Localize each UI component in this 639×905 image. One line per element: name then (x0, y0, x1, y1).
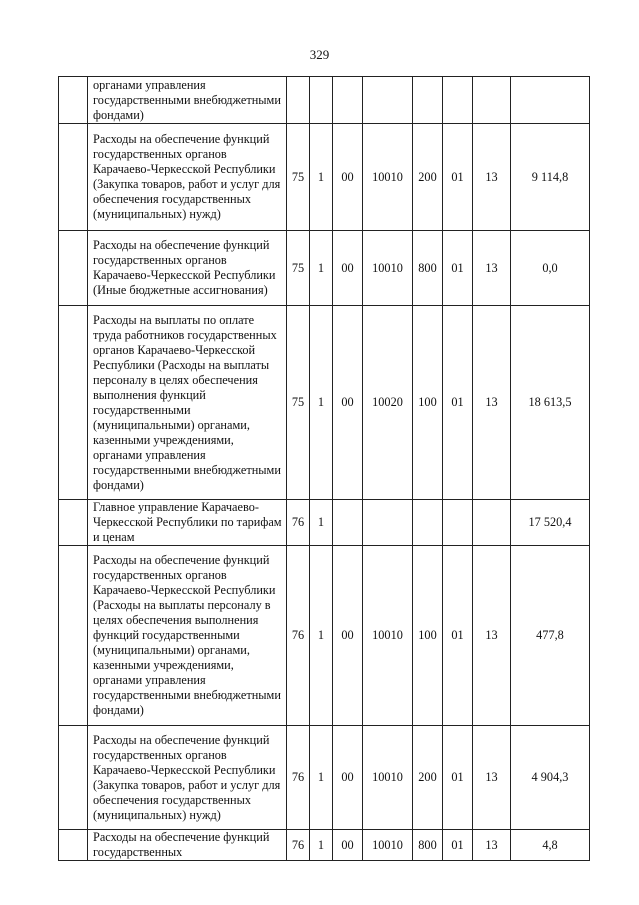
row-margin-cell (59, 546, 88, 726)
row-amount: 4 904,3 (511, 726, 590, 830)
row-code-c7: 13 (473, 830, 511, 861)
page-number: 329 (309, 47, 330, 62)
row-code-c2: 1 (310, 830, 333, 861)
row-code-c2: 1 (310, 726, 333, 830)
row-amount (511, 77, 590, 124)
table-row (59, 830, 590, 861)
row-margin-cell (59, 124, 88, 231)
row-amount: 17 520,4 (511, 500, 590, 546)
row-code-c3: 00 (333, 726, 363, 830)
row-code-c1: 75 (287, 231, 310, 306)
row-code-c6: 01 (443, 124, 473, 231)
row-code-c5 (413, 77, 443, 124)
row-description: Расходы на выплаты по оплате труда работников государственных органов Карачаево-Черкесской Республики (Расходы на выплаты персоналу в целях обеспечения выполнения функций государственными (муниципальными) органами, казенными учреждениями, органами управления государственными внебюджетными фондами) (88, 306, 287, 500)
row-margin-cell (59, 500, 88, 546)
table-body (59, 77, 590, 861)
row-code-c1: 76 (287, 830, 310, 861)
row-code-c2: 1 (310, 231, 333, 306)
row-code-c6: 01 (443, 546, 473, 726)
row-margin-cell (59, 231, 88, 306)
row-code-c7: 13 (473, 726, 511, 830)
row-code-c4 (363, 77, 413, 124)
row-code-c7 (473, 500, 511, 546)
row-code-c3: 00 (333, 830, 363, 861)
row-code-c7: 13 (473, 231, 511, 306)
table-row (59, 500, 590, 546)
row-code-c4: 10010 (363, 124, 413, 231)
row-code-c1: 75 (287, 124, 310, 231)
row-description: Главное управление Карачаево-Черкесской Республики по тарифам и ценам (88, 500, 287, 546)
row-description: органами управления государственными внебюджетными фондами) (88, 77, 287, 124)
row-code-c5: 800 (413, 830, 443, 861)
row-code-c4: 10010 (363, 546, 413, 726)
row-code-c5: 200 (413, 124, 443, 231)
row-amount: 9 114,8 (511, 124, 590, 231)
row-code-c2 (310, 77, 333, 124)
row-code-c1: 76 (287, 726, 310, 830)
row-amount: 4,8 (511, 830, 590, 861)
row-code-c7 (473, 77, 511, 124)
table-row (59, 124, 590, 231)
row-code-c6 (443, 77, 473, 124)
row-code-c5: 100 (413, 306, 443, 500)
row-code-c1: 76 (287, 546, 310, 726)
row-margin-cell (59, 77, 88, 124)
row-code-c3: 00 (333, 546, 363, 726)
row-code-c2: 1 (310, 306, 333, 500)
table-row (59, 77, 590, 124)
row-code-c5: 100 (413, 546, 443, 726)
row-code-c2: 1 (310, 124, 333, 231)
row-code-c7: 13 (473, 124, 511, 231)
row-code-c3: 00 (333, 306, 363, 500)
row-amount: 0,0 (511, 231, 590, 306)
row-code-c5: 200 (413, 726, 443, 830)
row-code-c2: 1 (310, 500, 333, 546)
row-description: Расходы на обеспечение функций государственных (88, 830, 287, 861)
budget-table (58, 76, 590, 861)
row-code-c6 (443, 500, 473, 546)
row-code-c4: 10010 (363, 830, 413, 861)
row-description: Расходы на обеспечение функций государственных органов Карачаево-Черкесской Республики (Закупка товаров, работ и услуг для обеспечения государственных (муниципальных) нужд) (88, 124, 287, 231)
table-row (59, 306, 590, 500)
row-code-c7: 13 (473, 546, 511, 726)
row-code-c6: 01 (443, 830, 473, 861)
row-code-c4 (363, 500, 413, 546)
row-code-c4: 10020 (363, 306, 413, 500)
row-amount: 477,8 (511, 546, 590, 726)
table-row (59, 726, 590, 830)
row-margin-cell (59, 726, 88, 830)
row-description: Расходы на обеспечение функций государственных органов Карачаево-Черкесской Республики (Закупка товаров, работ и услуг для обеспечения государственных (муниципальных) нужд) (88, 726, 287, 830)
row-description: Расходы на обеспечение функций государственных органов Карачаево-Черкесской Республики (Иные бюджетные ассигнования) (88, 231, 287, 306)
row-code-c4: 10010 (363, 726, 413, 830)
row-description: Расходы на обеспечение функций государственных органов Карачаево-Черкесской Республики (Расходы на выплаты персоналу в целях обеспечения выполнения функций государственными (муниципальными) органами, казенными учреждениями, органами управления государственными внебюджетными фондами) (88, 546, 287, 726)
row-margin-cell (59, 830, 88, 861)
row-code-c3 (333, 500, 363, 546)
row-code-c3 (333, 77, 363, 124)
row-amount: 18 613,5 (511, 306, 590, 500)
row-code-c2: 1 (310, 546, 333, 726)
row-code-c6: 01 (443, 231, 473, 306)
row-code-c7: 13 (473, 306, 511, 500)
row-code-c6: 01 (443, 306, 473, 500)
row-code-c1: 75 (287, 306, 310, 500)
row-code-c3: 00 (333, 231, 363, 306)
row-code-c4: 10010 (363, 231, 413, 306)
row-code-c6: 01 (443, 726, 473, 830)
row-code-c1: 76 (287, 500, 310, 546)
row-margin-cell (59, 306, 88, 500)
row-code-c1 (287, 77, 310, 124)
row-code-c5: 800 (413, 231, 443, 306)
row-code-c5 (413, 500, 443, 546)
table-row (59, 546, 590, 726)
row-code-c3: 00 (333, 124, 363, 231)
table-row (59, 231, 590, 306)
